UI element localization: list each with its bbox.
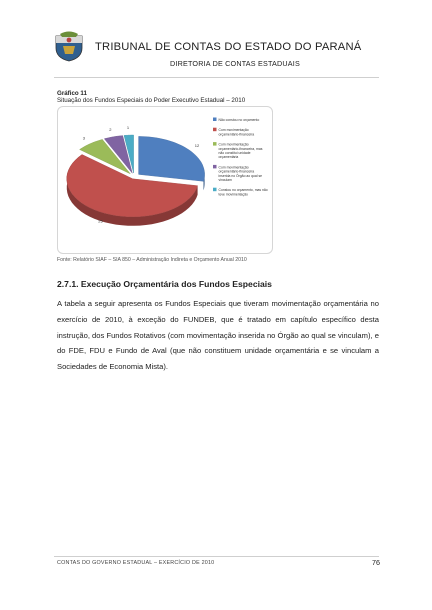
footer-text: CONTAS DO GOVERNO ESTADUAL – EXERCÍCIO DE 2010 — [57, 560, 215, 566]
pie-chart — [58, 107, 272, 253]
section-heading: 2.7.1. Execução Orçamentária dos Fundos Especiais — [57, 279, 272, 289]
legend-swatch — [213, 165, 217, 169]
legend-swatch — [213, 142, 217, 146]
figure-caption-subtitle: Situação dos Fundos Especiais do Poder Executivo Estadual – 2010 — [57, 97, 246, 104]
page-number: 76 — [372, 558, 380, 567]
legend-swatch — [213, 188, 217, 192]
organization-name: TRIBUNAL DE CONTAS DO ESTADO DO PARANÁ — [95, 41, 362, 53]
pie-data-label: 3 — [82, 135, 86, 141]
figure-source: Fonte: Relatório SIAF – SIA 850 – Administração Indireta e Orçamento Anual 2010 — [57, 257, 247, 263]
legend-entry: Com movimentação orçamentário-financeira inserida no Órgão ao qual se vinculam — [218, 165, 263, 182]
pie-chart-frame — [57, 106, 273, 254]
department-name: DIRETORIA DE CONTAS ESTADUAIS — [169, 59, 300, 68]
legend-entry: Não constou no orçamento — [218, 118, 260, 122]
pie-data-label: 25 — [98, 218, 103, 224]
pie-data-label: 1 — [126, 125, 130, 131]
legend-entry: Com movimentação orçamentário-financeira, mas não constitui unidade orçamentária — [218, 142, 263, 160]
legend-entry: Constou no orçamento, mas não teve movimentação — [218, 188, 268, 197]
state-coat-of-arms-logo — [52, 30, 86, 62]
legend-entry: Com movimentação orçamentário-financeira — [218, 128, 255, 137]
footer-divider — [54, 556, 379, 557]
body-paragraph: A tabela a seguir apresenta os Fundos Especiais que tiveram movimentação orçamentária no exercício de 2010, à exceção do FUNDEB, que é tratado em capítulo específico desta instrução, dos Fundos Rotativos (com movimentação inserida no Órgão ao qual se vinculam), e do FDE, FDU e Fundo de Aval (que não constituem unidade orçamentária e se vinculam a Sociedades de Economia Mista). — [57, 299, 379, 372]
figure-caption-title: Gráfico 11 — [57, 90, 87, 97]
legend-swatch — [213, 128, 217, 132]
header-divider — [54, 77, 379, 78]
pie-data-label: 12 — [194, 143, 200, 148]
legend-swatch — [213, 118, 217, 122]
pie-data-label: 2 — [109, 127, 112, 133]
